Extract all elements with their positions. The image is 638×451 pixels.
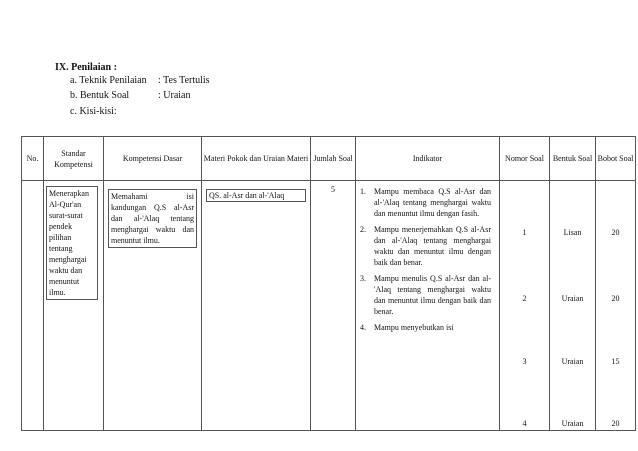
- cell-kd: [104, 181, 202, 431]
- nomor-soal: 3: [522, 357, 527, 366]
- indikator-number: 3.: [360, 274, 366, 283]
- header-indikator: Indikator: [356, 137, 500, 181]
- nomor-column: [500, 181, 549, 430]
- header-kd: Kompetensi Dasar: [104, 137, 202, 181]
- teknik-label: a. Teknik Penilaian: [70, 75, 147, 86]
- kisi-label: c. Kisi-kisi:: [70, 106, 117, 117]
- materi-text: QS. al-Asr dan al-'Alaq: [206, 189, 306, 202]
- bentuk-label: b. Bentuk Soal: [70, 90, 130, 101]
- list-item: [360, 273, 491, 317]
- bentuk-soal: Uraian: [561, 419, 584, 428]
- kisi-kisi-table: [21, 136, 636, 431]
- standar-text: Menerapkan Al-Qur'an surat-surat pendek pilihan tentang menghargai waktu dan menuntut ilmu.: [46, 186, 98, 300]
- cell-jumlah: [311, 181, 356, 431]
- header-nomor: Nomor Soal: [500, 137, 550, 181]
- bobot-soal: 20: [611, 228, 620, 237]
- indikator-number: 4.: [360, 323, 366, 332]
- nomor-soal: 2: [522, 294, 527, 303]
- bobot-column: [596, 181, 635, 430]
- bentuk-soal: Uraian: [561, 357, 584, 366]
- cell-bobot: [596, 181, 636, 431]
- bentuk-soal: Uraian: [561, 294, 584, 303]
- indikator-number: 2.: [360, 225, 366, 234]
- cell-indikator: [356, 181, 500, 431]
- nomor-soal: 1: [522, 228, 527, 237]
- list-item: [360, 224, 491, 268]
- bobot-soal: 20: [611, 294, 620, 303]
- indikator-text: Mampu menulis Q.S al-Asr dan al-'Alaq tentang menghargai waktu dan menuntut ilmu dengan baik dan benar.: [374, 274, 491, 316]
- nomor-soal: 4: [522, 419, 527, 428]
- kd-text: Memahami isi kandungan Q.S al-Asr dan al-'Alaq tentang menghargai waktu dan menuntut ilmu.: [108, 189, 197, 248]
- jumlah-text: 5: [331, 185, 335, 194]
- header-no: No.: [22, 137, 44, 181]
- cell-standar: [44, 181, 104, 431]
- list-item: [360, 322, 491, 333]
- bentuk-column: [550, 181, 595, 430]
- indikator-number: 1.: [360, 187, 366, 196]
- teknik-value: : Tes Tertulis: [158, 75, 210, 86]
- section-title: IX. Penilaian :: [55, 62, 117, 73]
- cell-bentuk: [550, 181, 596, 431]
- indikator-text: Mampu membaca Q.S al-Asr dan al-'Alaq tentang menghargai waktu dan menuntut ilmu dengan fasih.: [374, 187, 491, 218]
- header-materi: Materi Pokok dan Uraian Materi: [202, 137, 311, 181]
- cell-nomor: [500, 181, 550, 431]
- bobot-soal: 15: [611, 357, 620, 366]
- header-bobot: Bobot Soal: [596, 137, 636, 181]
- header-jumlah: Jumlah Soal: [311, 137, 356, 181]
- bentuk-value: : Uraian: [158, 90, 191, 101]
- header-bentuk: Bentuk Soal: [550, 137, 596, 181]
- header-standar: Standar Kompetensi: [44, 137, 104, 181]
- list-item: [360, 186, 491, 219]
- table-header-row: [22, 137, 636, 181]
- indikator-text: Mampu menerjemahkan Q.S al-Asr dan al-'Alaq tentang menghargai waktu dan menuntut ilmu dengan baik dan benar.: [374, 225, 491, 267]
- cell-materi: [202, 181, 311, 431]
- indikator-list: [356, 181, 499, 333]
- table-row: [22, 181, 636, 431]
- indikator-text: Mampu menyebutkan isi: [374, 323, 454, 332]
- bentuk-soal: Lisan: [563, 228, 582, 237]
- bobot-soal: 20: [611, 419, 620, 428]
- cell-no: [22, 181, 44, 431]
